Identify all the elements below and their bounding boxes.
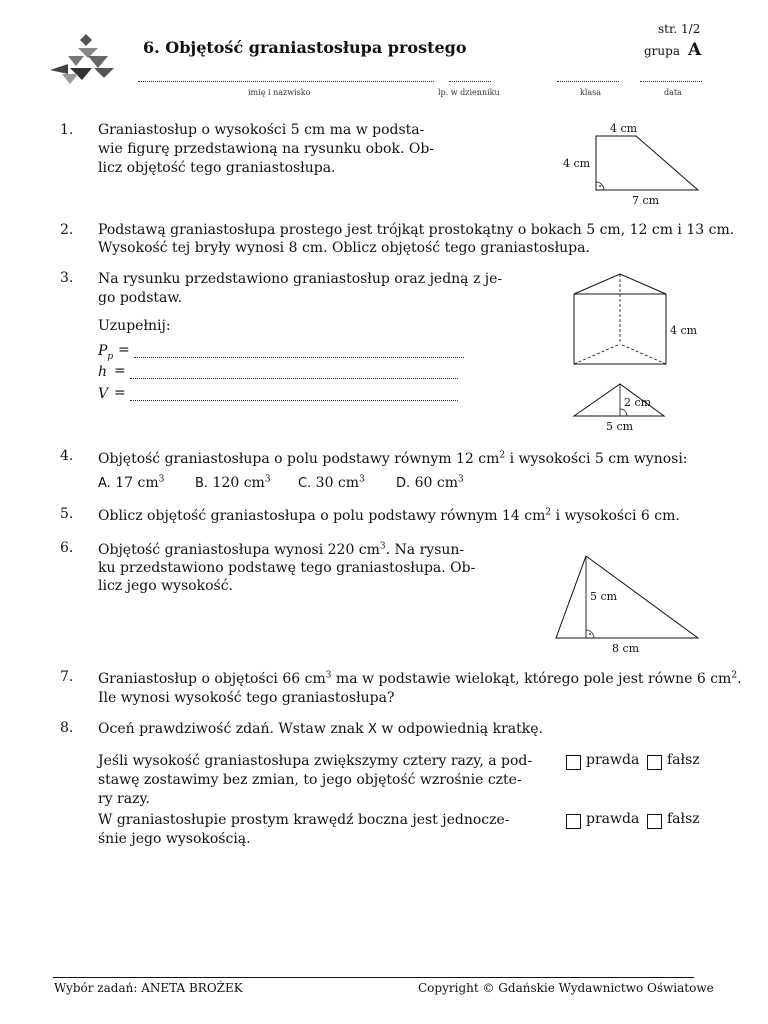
q3-tri-height-label: 2 cm [624,396,652,409]
q1-text-line: wie figurę przedstawioną na rysunku obok. Ob- [98,141,435,157]
q4-option-a[interactable]: A. 17 $cm^3$ [98,474,165,491]
q4-text: Objętość graniastosłupa o polu podstawy równym 12 $cm^2$ i wysokości 5 cm wynosi: [98,450,688,467]
q7-number: 7. [60,669,74,685]
q6-number: 6. [60,540,74,556]
q1-text-line: licz objętość tego graniastosłupa. [98,160,336,176]
q8-s1-line: ry razy. [98,791,150,807]
q6-text-line: Objętość graniastosłupa wynosi 220 $cm^3$. Na rysun- [98,541,465,558]
name-field-label: imię i nazwisko [248,88,311,97]
page-title: 6. Objętość graniastosłupa prostego [143,38,467,57]
q4-option-c[interactable]: C. 30 $cm^3$ [298,474,365,491]
q1-trapezoid-figure [560,118,710,208]
q2-number: 2. [60,222,74,238]
q1-bottom-label: 7 cm [632,194,660,207]
q3-pp-eq: = [118,342,130,358]
q8-s2-true-label: prawda [586,811,640,827]
q3-tri-base-label: 5 cm [606,420,634,433]
q8-s1-false-label: fałsz [667,752,700,768]
q3-v-label: V [98,386,109,402]
group-label: grupa [644,44,680,58]
q3-text-line: Na rysunku przedstawiono graniastosłup oraz jedną z je- [98,271,503,287]
q3-h-label: h [98,364,108,380]
class-field[interactable] [557,80,619,82]
q1-text-line: Graniastosłup o wysokości 5 cm ma w podsta- [98,122,425,138]
q5-text: Oblicz objętość graniastosłupa o polu podstawy równym 14 $cm^2$ i wysokości 6 cm. [98,507,680,524]
date-field[interactable] [640,80,702,82]
q1-number: 1. [60,122,74,138]
q3-pp-label: $P_p$ [98,343,114,362]
q3-v-eq: = [114,385,126,401]
q2-text-line: Wysokość tej bryły wynosi 8 cm. Oblicz objętość tego graniastosłupa. [98,240,590,256]
q7-text-line: Ile wynosi wysokość tego graniastosłupa? [98,690,395,706]
q3-pp-answer[interactable] [134,356,464,358]
footer-copyright: Copyright © Gdańskie Wydawnictwo Oświatowe [418,981,714,995]
q4-option-b[interactable]: B. 120 $cm^3$ [195,474,271,491]
q3-fill-label: Uzupełnij: [98,318,171,334]
footer-divider [53,977,694,978]
q8-s2-line: śnie jego wysokością. [98,831,251,847]
page-number: str. 1/2 [658,22,701,36]
q6-text-line: ku przedstawiono podstawę tego graniastosłupa. Ob- [98,560,476,576]
q8-s2-line: W graniastosłupie prostym krawędź boczna jest jednocze- [98,812,510,828]
q8-number: 8. [60,720,74,736]
number-field[interactable] [449,80,491,82]
footer-author: Wybór zadań: ANETA BROŻEK [54,981,243,995]
q3-v-answer[interactable] [130,399,458,401]
q2-text-line: Podstawą graniastosłupa prostego jest trójkąt prostokątny o bokach 5 cm, 12 cm i 13 cm. [98,222,735,238]
date-field-label: data [664,88,682,97]
q3-prism-figure [568,268,708,438]
q1-left-label: 4 cm [563,157,591,170]
q3-text-line: go podstaw. [98,290,183,306]
q4-number: 4. [60,448,74,464]
number-field-label: lp. w dzienniku [438,88,500,97]
q7-text-line: Graniastosłup o objętości 66 $cm^3$ ma w podstawie wielokąt, którego pole jest równe 6 $cm^2$. [98,670,742,687]
q8-s2-false-label: fałsz [667,811,700,827]
q6-triangle-figure [552,548,708,658]
q8-s1-true-checkbox[interactable] [566,755,581,770]
q6-base-label: 8 cm [612,642,640,655]
class-field-label: klasa [580,88,602,97]
q5-number: 5. [60,506,74,522]
q3-h-eq: = [114,363,126,379]
q8-s1-true-label: prawda [586,752,640,768]
q3-height-label: 4 cm [670,324,698,337]
q8-s1-line: stawę zostawimy bez zmian, to jego objętość wzrośnie czte- [98,772,522,788]
q8-intro: Oceń prawdziwość zdań. Wstaw znak X w odpowiednią kratkę. [98,721,543,737]
group-letter: A [688,40,702,60]
q6-text-line: licz jego wysokość. [98,578,233,594]
q8-s2-false-checkbox[interactable] [647,814,662,829]
q8-s2-true-checkbox[interactable] [566,814,581,829]
q1-top-label: 4 cm [610,122,638,135]
q8-s1-false-checkbox[interactable] [647,755,662,770]
q6-height-label: 5 cm [590,590,618,603]
q8-s1-line: Jeśli wysokość graniastosłupa zwiększymy cztery razy, a pod- [98,753,533,769]
q4-option-d[interactable]: D. 60 $cm^3$ [396,474,464,491]
q3-number: 3. [60,270,74,286]
publisher-logo [48,34,118,86]
q3-h-answer[interactable] [130,377,458,379]
name-field[interactable] [138,80,434,82]
